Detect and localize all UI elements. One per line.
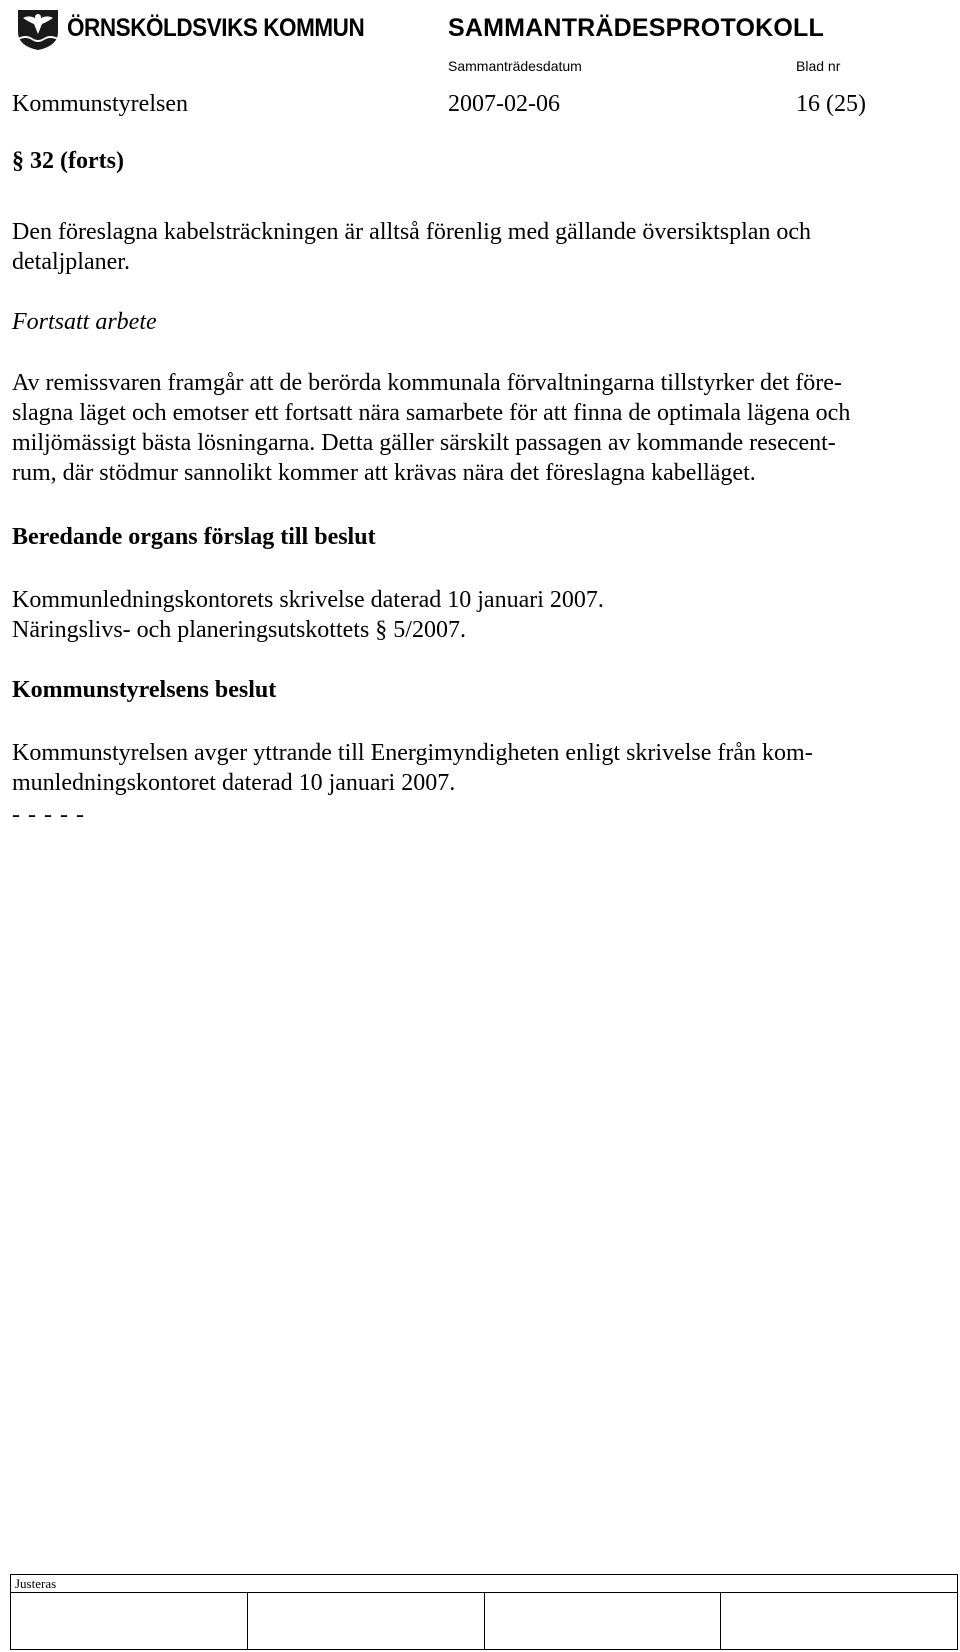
subheading-continued-work: Fortsatt arbete xyxy=(12,309,157,335)
signature-cell xyxy=(721,1593,957,1649)
paragraph-consultation xyxy=(12,368,850,488)
paragraph-plan-compliance xyxy=(12,217,811,277)
reference-line: Näringslivs- och planeringsutskottets § 5/2007. xyxy=(12,617,466,643)
paragraph-line: slagna läget och emotser ett fortsatt nära samarbete för att finna de optimala lägena och xyxy=(12,400,851,426)
signature-row xyxy=(11,1592,957,1649)
paragraph-line: Den föreslagna kabelsträckningen är alltså förenlig med gällande översiktsplan och xyxy=(12,219,812,245)
document-title: SAMMANTRÄDESPROTOKOLL xyxy=(448,14,824,42)
paragraph-line: detaljplaner. xyxy=(12,249,130,275)
justeras-table xyxy=(10,1574,958,1650)
heading-preparatory-proposal: Beredande organs förslag till beslut xyxy=(12,524,376,550)
signature-cell xyxy=(485,1593,722,1649)
meeting-date: 2007-02-06 xyxy=(448,91,560,117)
heading-decision: Kommunstyrelsens beslut xyxy=(12,677,277,703)
committee-name: Kommunstyrelsen xyxy=(12,91,188,117)
paragraph-decision xyxy=(12,738,813,798)
section-end-marker: - - - - - xyxy=(12,802,85,828)
signature-cell xyxy=(248,1593,485,1649)
municipality-logo xyxy=(12,4,365,52)
justeras-label: Justeras xyxy=(15,1576,57,1591)
page-number-label: Blad nr xyxy=(796,58,841,74)
meeting-date-label: Sammanträdesdatum xyxy=(448,58,582,74)
paragraph-line: Av remissvaren framgår att de berörda kommunala förvaltningarna tillstyrker det före- xyxy=(12,370,842,396)
coat-of-arms-icon xyxy=(12,4,64,52)
reference-line: Kommunledningskontorets skrivelse daterad 10 januari 2007. xyxy=(12,587,604,613)
municipality-name: ÖRNSKÖLDSVIKS KOMMUN xyxy=(67,14,365,42)
paragraph-line: Kommunstyrelsen avger yttrande till Energimyndigheten enligt skrivelse från kom- xyxy=(12,740,813,766)
paragraph-line: miljömässigt bästa lösningarna. Detta gäller särskilt passagen av kommande resecent- xyxy=(12,430,836,456)
signature-cell xyxy=(11,1593,248,1649)
paragraph-line: rum, där stödmur sannolikt kommer att krävas nära det föreslagna kabelläget. xyxy=(12,460,756,486)
section-heading: § 32 (forts) xyxy=(12,148,124,174)
paragraph-line: munledningskontoret daterad 10 januari 2007. xyxy=(12,770,456,796)
page-number: 16 (25) xyxy=(796,91,866,117)
